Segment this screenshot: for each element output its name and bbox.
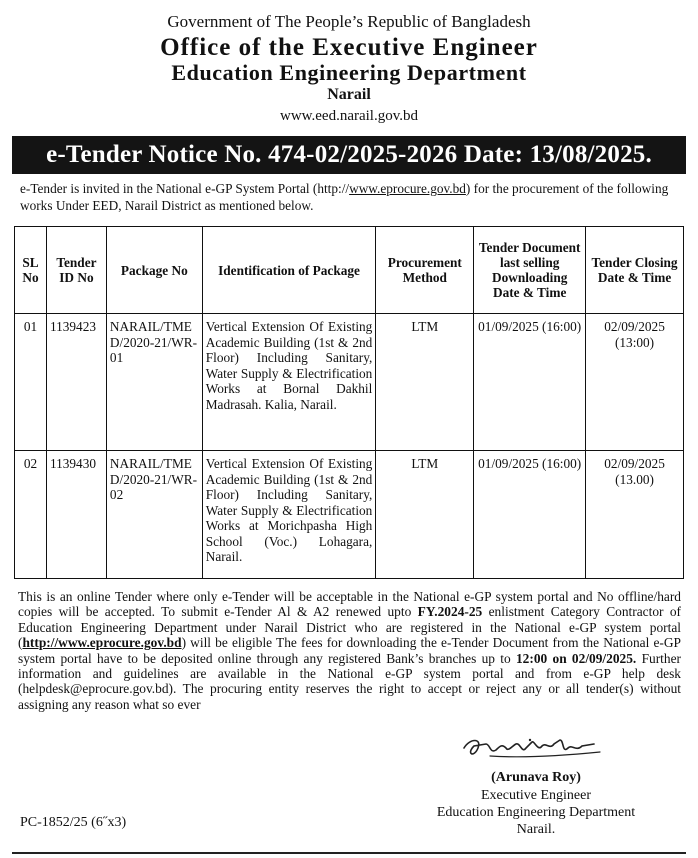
office-website: www.eed.narail.gov.bd — [279, 108, 418, 124]
signatory-department: Education Engineering Department — [436, 805, 636, 820]
row-selling-date: 01/09/2025 (16:00) — [474, 314, 586, 451]
terms-text-2: enlistment Category Contractor of Education Engineering Department under Narail District who are registered in the National e-GP system portal ( — [18, 604, 681, 651]
header-sl: SL No — [15, 227, 47, 314]
table-header-row — [15, 227, 684, 314]
header-method: Procurement Method — [376, 227, 474, 314]
terms-text-4: Further information and guidelines are available in the National e-GP system portal and from e-GP help desk (helpdesk@eprocure.gov.bd). The procuring entity reserves the right to accept or reject any or all tender(s) without assigning any reason what so ever — [18, 650, 681, 712]
row-identification: Vertical Extension Of Existing Academic Building (1st & 2nd Floor) Including Sanitary, Water Supply & Electrification Works at Morichpasha High School (Voc.) Lohagara, Narail. — [202, 451, 376, 579]
header-identification: Identification of Package — [202, 227, 376, 314]
row-package: NARAIL/TMED/2020-21/WR-02 — [106, 451, 202, 579]
row-sl: 02 — [15, 451, 47, 579]
district-name: Narail — [327, 86, 371, 103]
row-method: LTM — [376, 451, 474, 579]
table-row — [15, 314, 684, 451]
signature-image — [460, 732, 610, 766]
row-sl: 01 — [15, 314, 47, 451]
government-line: Government of The People’s Republic of Bangladesh — [167, 12, 531, 31]
intro-text-start: e-Tender is invited in the National e-GP System Portal (http:// — [20, 181, 350, 196]
submission-deadline: 12:00 on 02/09/2025. — [515, 650, 637, 666]
row-package: NARAIL/TMED/2020-21/WR-01 — [106, 314, 202, 451]
header-selling-date: Tender Document last selling Downloading Date & Time — [474, 227, 586, 314]
terms-paragraph — [18, 589, 681, 712]
header-package: Package No — [106, 227, 202, 314]
row-method: LTM — [376, 314, 474, 451]
fiscal-year: FY.2024-25 — [417, 604, 483, 620]
row-tender-id: 1139423 — [46, 314, 106, 451]
header-tender-id: Tender ID No — [46, 227, 106, 314]
row-closing-date: 02/09/2025 (13.00) — [586, 451, 684, 579]
notice-banner: e-Tender Notice No. 474-02/2025-2026 Date: 13/08/2025. — [12, 136, 686, 174]
row-closing-date: 02/09/2025 (13:00) — [586, 314, 684, 451]
row-tender-id: 1139430 — [46, 451, 106, 579]
signatory-title: Executive Engineer — [480, 788, 591, 803]
terms-text-3: ) will be eligible The fees for downloading the e-Tender Document from the National e-GP system portal have to be deposited online through any registered Bank’s branches up to — [18, 635, 681, 666]
portal-link[interactable]: http://www.eprocure.gov.bd — [22, 635, 182, 651]
row-identification: Vertical Extension Of Existing Academic Building (1st & 2nd Floor) Including Sanitary, Water Supply & Electrification Works at Bornal Dakhil Madrasah. Kalia, Narail. — [202, 314, 376, 451]
intro-text-end: ) for the procurement of the following works Under EED, Narail District as mentioned below. — [20, 181, 669, 213]
tender-table — [14, 226, 684, 579]
header-closing-date: Tender Closing Date & Time — [586, 227, 684, 314]
bottom-divider — [12, 852, 686, 854]
signatory-name: (Arunava Roy) — [491, 770, 581, 785]
intro-paragraph — [20, 180, 680, 214]
row-selling-date: 01/09/2025 (16:00) — [474, 451, 586, 579]
pc-number: PC-1852/25 (6˝x3) — [20, 815, 127, 830]
terms-text-1: This is an online Tender where only e-Tender will be acceptable in the National e-GP system portal and No offline/hard copies will be accepted. To submit e-Tender Al & A2 renewed upto — [18, 589, 681, 620]
signatory-place: Narail. — [516, 822, 556, 837]
office-title: Office of the Executive Engineer — [160, 34, 538, 61]
eprocure-link[interactable]: www.eprocure.gov.bd — [349, 181, 466, 196]
department-title: Education Engineering Department — [171, 60, 527, 85]
table-row — [15, 451, 684, 579]
